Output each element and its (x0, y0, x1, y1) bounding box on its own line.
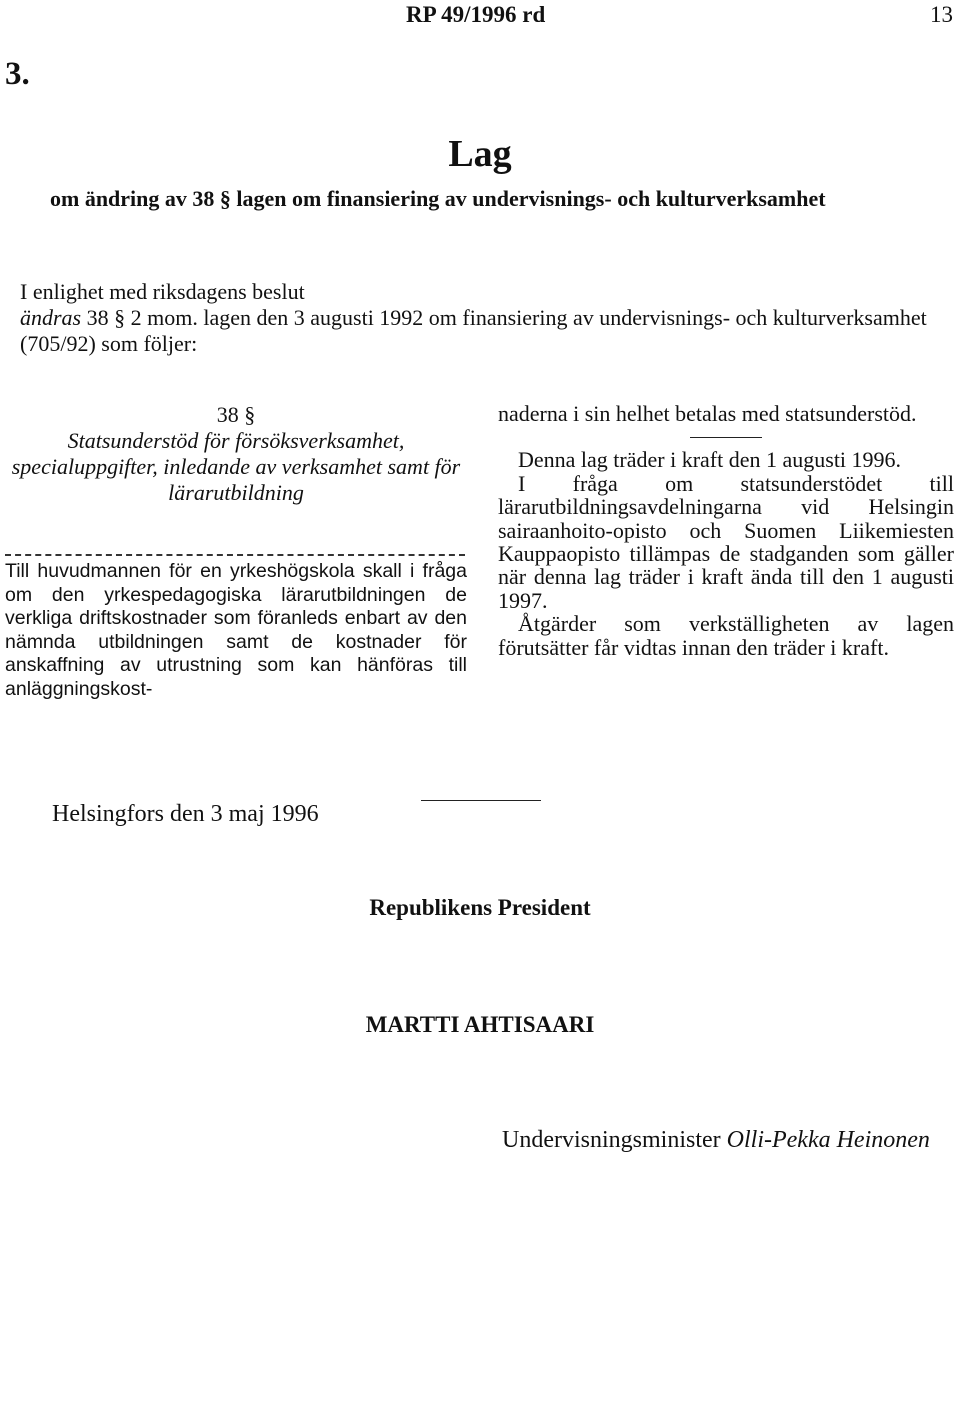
omission-dashes (5, 542, 465, 556)
right-column (498, 402, 954, 659)
page-number: 13 (930, 2, 953, 27)
president-title: Republikens President (369, 895, 591, 920)
minister-signature (502, 1127, 930, 1154)
left-column (5, 402, 467, 701)
entry-into-force-p1: Denna lag träder i kraft den 1 augusti 1996. (518, 447, 902, 473)
section-paragraph-right: naderna i sin helhet betalas med statsunderstöd. (498, 401, 917, 426)
entry-into-force-p3: Åtgärder som verkställigheten av lagen förutsätter får vidtas innan den träder i kraft. (498, 611, 954, 660)
document-reference: RP 49/1996 rd (406, 2, 546, 27)
entry-into-force-p2: I fråga om statsunderstödet till lärarutbildningsavdelningarna vid Helsingin sairaanhoito-opisto och Suomen Liikemiesten Kauppaopisto tillämpas de stadganden som gäller när denna lag träder i kraft ända till den 1 augusti 1997. (498, 470, 954, 613)
amendment-text: 38 § 2 mom. lagen den 3 augusti 1992 om finansiering av undervisnings- och kulturverksamhet (705/92) som följer: (20, 305, 927, 356)
amendment-verb: ändras (20, 305, 82, 330)
section-heading: Statsunderstöd för försöksverksamhet, specialuppgifter, inledande av verksamhet samt för lärarutbildning (11, 428, 461, 505)
minister-title: Undervisningsminister (502, 1127, 721, 1153)
section-paragraph-left: Till huvudmannen för en yrkeshögskola skall i fråga om den yrkespedagogiska lärarutbildningen de verkliga driftskostnader som föranleds enbart av den nämnda utbildningen samt de kostnader för anskaffning av utrustning som kan hänföras till anläggningskost- (5, 560, 467, 700)
enactment-line: I enlighet med riksdagens beslut (20, 279, 305, 304)
signature-divider (421, 800, 541, 801)
place-date: Helsingfors den 3 maj 1996 (52, 801, 319, 827)
law-subtitle: om ändring av 38 § lagen om finansiering av undervisnings- och kulturverksamhet (50, 186, 826, 211)
amendment-line (20, 305, 950, 357)
item-number: 3. (5, 56, 30, 92)
enactment-clause (20, 279, 950, 357)
president-name: MARTTI AHTISAARI (365, 1012, 595, 1037)
section-number: 38 § (216, 402, 256, 427)
law-title: Lag (448, 133, 512, 175)
minister-name: Olli-Pekka Heinonen (726, 1127, 930, 1153)
